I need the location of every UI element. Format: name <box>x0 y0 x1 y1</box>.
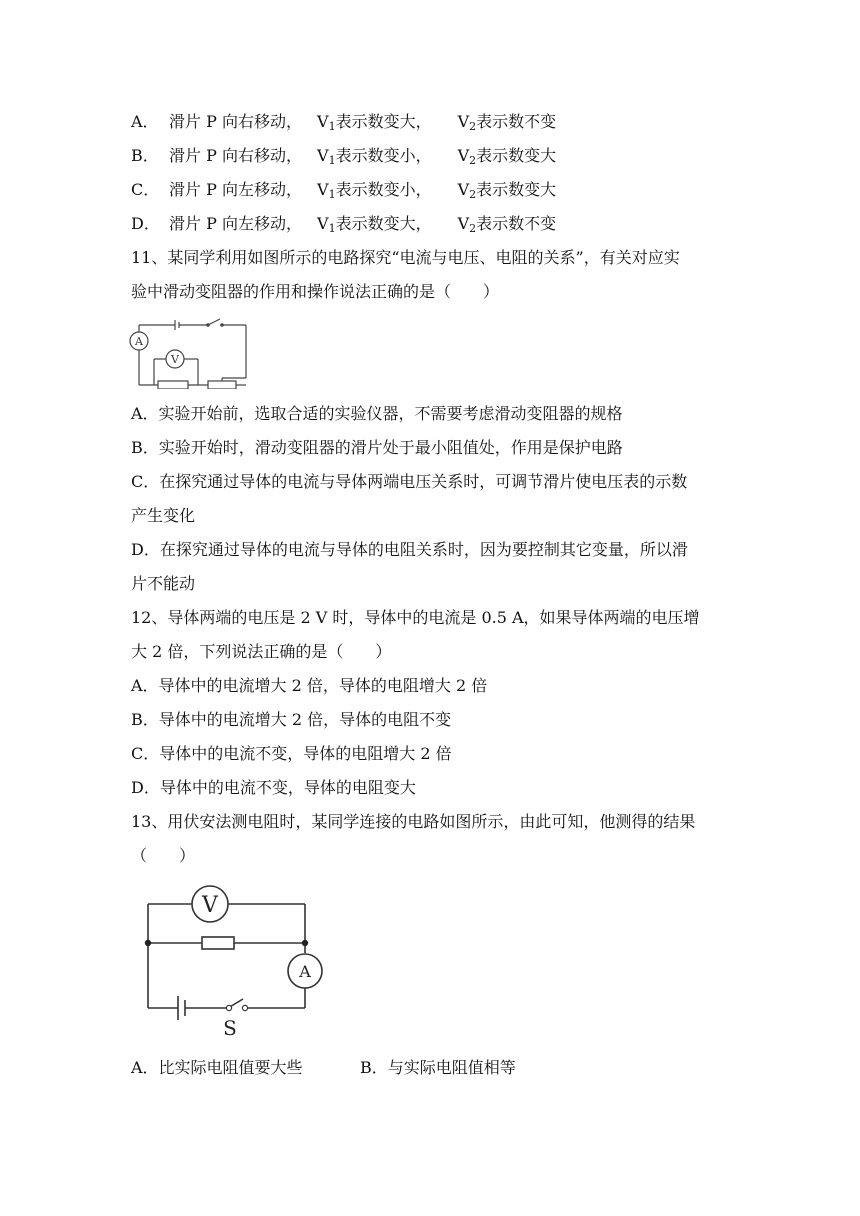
q13-option-a: A．比实际电阻值要大些 <box>131 1058 303 1077</box>
q11-option-d-line2: 片不能动 <box>131 574 196 593</box>
q10-option-c <box>131 180 556 205</box>
q12-option-d: D．导体中的电流不变，导体的电阻变大 <box>131 778 416 797</box>
ammeter-label: A <box>299 962 311 981</box>
q13-stem-line2: （ ） <box>131 846 196 865</box>
q13-option-b: B．与实际电阻值相等 <box>360 1058 516 1077</box>
q12-option-a: A．导体中的电流增大 2 倍，导体的电阻增大 2 倍 <box>131 676 488 695</box>
q10-option-d <box>131 214 556 239</box>
v2-text: 表示数不变 <box>476 112 557 131</box>
option-label: C． <box>131 180 160 199</box>
ammeter-label: A <box>135 335 143 348</box>
option-label: A． <box>131 112 159 131</box>
q10-option-a <box>131 112 556 137</box>
switch-label: S <box>223 1016 237 1040</box>
v1: $V_1$ <box>317 214 336 235</box>
v2: $V_2$ <box>457 112 477 133</box>
q11-stem-line1: 11、某同学利用如图所示的电路探究“电流与电压、电阻的关系”，有关对应实 <box>131 248 680 267</box>
voltmeter-label: V <box>202 893 218 918</box>
v1: $V_1$ <box>317 112 336 133</box>
option-text-slider: 滑片 P 向左移动， <box>169 214 302 233</box>
v2-text: 表示数不变 <box>476 214 557 233</box>
q12-stem-line2: 大 2 倍，下列说法正确的是（ ） <box>131 642 392 661</box>
q11-option-c-line2: 产生变化 <box>131 506 196 525</box>
q12-option-b: B．导体中的电流增大 2 倍，导体的电阻不变 <box>131 710 452 729</box>
q12-stem-line1: 12、导体两端的电压是 2 V 时，导体中的电流是 0.5 A，如果导体两端的电压增 <box>131 608 700 627</box>
v1-text: 表示数变大， <box>335 214 432 233</box>
v1: $V_1$ <box>317 180 336 201</box>
q11-option-c-line1: C．在探究通过导体的电流与导体两端电压关系时，可调节滑片使电压表的示数 <box>131 472 688 491</box>
q11-option-b: B．实验开始时，滑动变阻器的滑片处于最小阻值处，作用是保护电路 <box>131 438 623 457</box>
v1-text: 表示数变小， <box>335 146 432 165</box>
q11-option-a: A．实验开始前，选取合适的实验仪器，不需要考虑滑动变阻器的规格 <box>131 404 623 423</box>
option-text-slider: 滑片 P 向右移动， <box>169 146 302 165</box>
v2-text: 表示数变大 <box>476 180 557 199</box>
q12-option-c: C．导体中的电流不变，导体的电阻增大 2 倍 <box>131 744 452 763</box>
q11-stem-line2: 验中滑动变阻器的作用和操作说法正确的是（ ） <box>131 282 500 301</box>
q13-stem-line1: 13、用伏安法测电阻时，某同学连接的电路如图所示，由此可知，他测得的结果 <box>131 812 696 831</box>
q13-circuit-diagram <box>140 880 330 1040</box>
q11-option-d-line1: D．在探究通过导体的电流与导体的电阻关系时，因为要控制其它变量，所以滑 <box>131 540 688 559</box>
q13-options <box>131 1058 516 1078</box>
v2-text: 表示数变大 <box>476 146 557 165</box>
v1-text: 表示数变大， <box>335 112 432 131</box>
q10-option-b <box>131 146 556 171</box>
v2: $V_2$ <box>457 180 477 201</box>
q11-circuit-diagram <box>128 313 252 389</box>
voltmeter-label: V <box>171 353 179 366</box>
v1: $V_1$ <box>317 146 336 167</box>
v2: $V_2$ <box>457 214 477 235</box>
option-label: B． <box>131 146 159 165</box>
option-text-slider: 滑片 P 向左移动， <box>169 180 302 199</box>
option-text-slider: 滑片 P 向右移动， <box>169 112 302 131</box>
option-label: D． <box>131 214 160 233</box>
v2: $V_2$ <box>457 146 477 167</box>
v1-text: 表示数变小， <box>335 180 432 199</box>
